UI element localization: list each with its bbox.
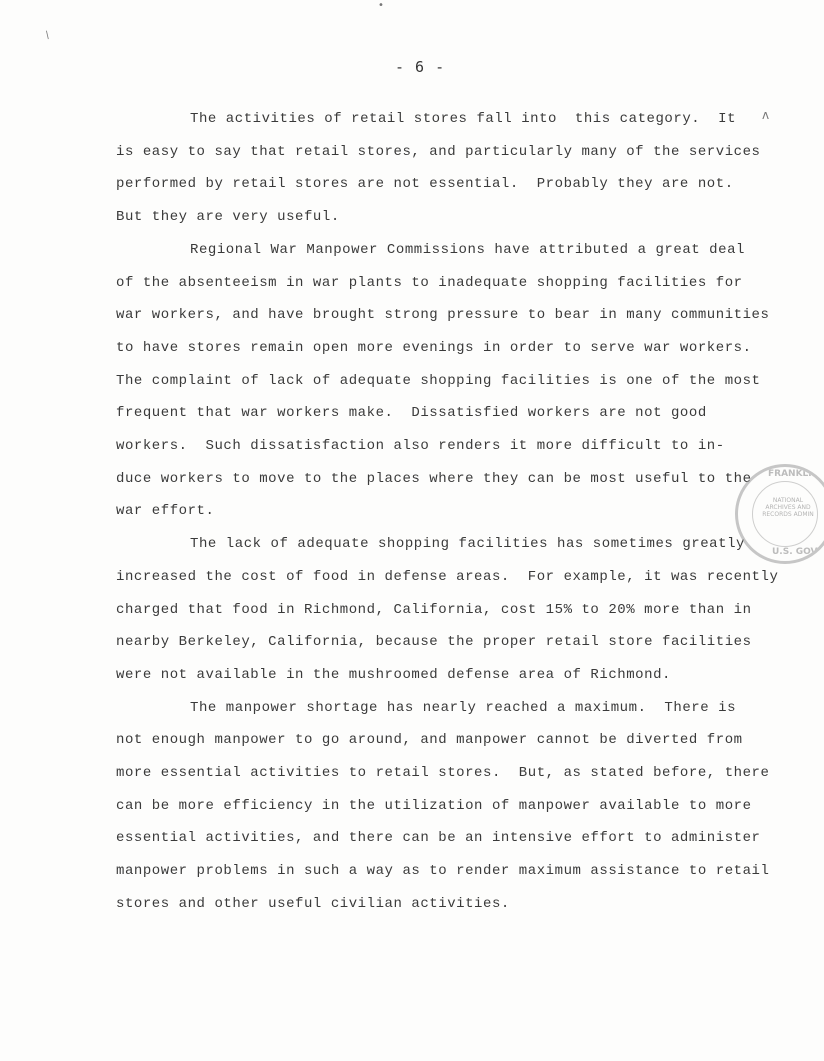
text-line: can be more efficiency in the utilization of manpower available to more <box>116 797 752 814</box>
text-line: But they are very useful. <box>116 209 340 226</box>
text-line: is easy to say that retail stores, and particularly many of the services <box>116 143 761 160</box>
text-line: were not available in the mushroomed defense area of Richmond. <box>116 666 671 683</box>
text-line: more essential activities to retail stores. But, as stated before, there <box>116 765 770 782</box>
ink-dot: • <box>378 0 384 11</box>
pen-mark: / <box>43 29 52 42</box>
text-line: war workers, and have brought strong pressure to bear in many communities <box>116 307 770 324</box>
text-line: Regional War Manpower Commissions have attributed a great deal <box>190 241 745 258</box>
text-line: war effort. <box>116 503 215 520</box>
archive-stamp <box>735 464 824 564</box>
document-body <box>116 103 779 921</box>
text-line: The activities of retail stores fall into this category. It <box>190 111 737 127</box>
text-line: nearby Berkeley, California, because the proper retail store facilities <box>116 634 752 651</box>
text-line: charged that food in Richmond, California, cost 15% to 20% more than in <box>116 601 752 618</box>
text-line: The manpower shortage has nearly reached a maximum. There is <box>190 699 737 716</box>
paragraph-manpower-shortage <box>116 692 770 921</box>
text-line: workers. Such dissatisfaction also renders it more difficult to in- <box>116 438 725 455</box>
paragraph-absenteeism <box>116 234 770 528</box>
stamp-rim-top: FRANKLIN <box>768 469 820 479</box>
text-line: performed by retail stores are not essential. Probably they are not. <box>116 176 734 193</box>
text-line: duce workers to move to the places where they can be most useful to the <box>116 470 752 487</box>
text-line: to have stores remain open more evenings in order to serve war workers. <box>116 339 752 356</box>
text-line: manpower problems in such a way as to render maximum assistance to retail <box>116 863 770 880</box>
stamp-center-text: NATIONAL ARCHIVES AND RECORDS ADMIN <box>762 497 814 518</box>
text-line: essential activities, and there can be an intensive effort to administer <box>116 830 761 847</box>
text-line: The lack of adequate shopping facilities has sometimes greatly <box>190 536 745 553</box>
stamp-rim-bottom: U.S. GOVT <box>772 547 824 557</box>
text-line: The complaint of lack of adequate shopping facilities is one of the most <box>116 372 761 389</box>
text-line: increased the cost of food in defense areas. For example, it was recently <box>116 568 779 585</box>
pen-mark: ʌ <box>762 108 770 122</box>
text-line: frequent that war workers make. Dissatisfied workers are not good <box>116 405 707 422</box>
text-line: stores and other useful civilian activities. <box>116 895 510 912</box>
paragraph-food-cost <box>116 528 779 692</box>
text-line: of the absenteeism in war plants to inadequate shopping facilities for <box>116 274 743 291</box>
page-number: - 6 - <box>395 58 446 76</box>
paragraph-retail-activities <box>116 103 761 234</box>
text-line: not enough manpower to go around, and manpower cannot be diverted from <box>116 732 743 749</box>
